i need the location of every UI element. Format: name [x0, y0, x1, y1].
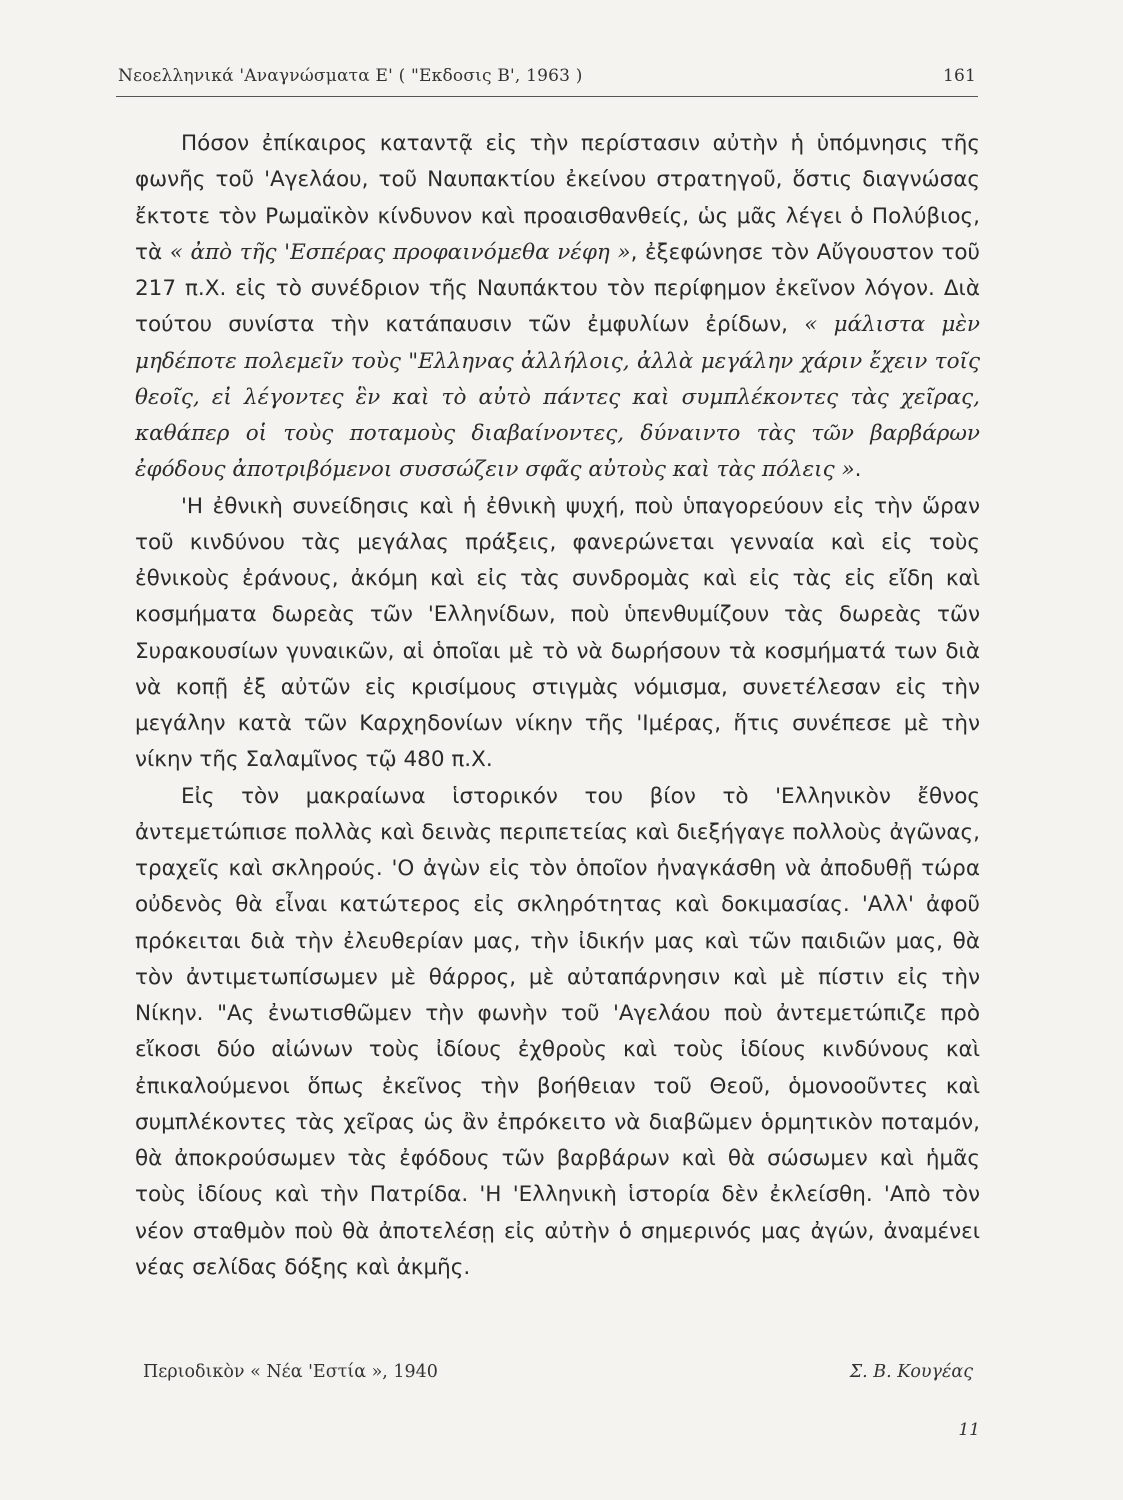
quote-agelaus: « μάλιστα μὲν μηδέποτε πολεμεῖν τοὺς "Ελληνας ἀλλήλοις, ἀλλὰ μεγάλην χάριν ἔχειν τοῖς θεοῖς, εἰ λέγοντες ἓν καὶ τὸ αὐτὸ πάντες καὶ συμπλέκοντες τὰς χεῖρας, καθάπερ οἱ τοὺς ποταμοὺς διαβαίνοντες, δύναιντο τὰς τῶν βαρβάρων ἐφόδους ἀποτριβόμενοι συσσώζειν σφᾶς αὐτοὺς καὶ τὰς πόλεις »	[135, 312, 981, 483]
running-head	[118, 66, 976, 86]
paragraph-1-text-middle: , ἐξεφώνησε τὸν Αὔγουστον τοῦ 217 π.Χ. εἰς τὸ συνέδριον τῆς Ναυπάκτου τὸν περίφημον ἐκεῖνον λόγον. Διὰ τούτου συνίστα τὴν κατάπαυσιν τῶν ἐμφυλίων ἐρίδων,	[135, 239, 981, 338]
header-rule	[116, 96, 978, 97]
paragraph-3: Εἰς τὸν μακραίωνα ἱστορικόν του βίον τὸ 'Ελληνικὸν ἔθνος ἀντεμετώπισε πολλὰς καὶ δεινὰς περιπετείας καὶ διεξήγαγε πολλοὺς ἀγῶνας, τραχεῖς καὶ σκληρούς. 'Ο ἀγὼν εἰς τὸν ὁποῖον ἠναγκάσθη νὰ ἀποδυθῇ τώρα οὐδενὸς θὰ εἶναι κατώτερος εἰς σκληρότητας καὶ δοκιμασίας. 'Αλλ' ἀφοῦ πρόκειται διὰ τὴν ἐλευθερίαν μας, τὴν ἰδικήν μας καὶ τῶν παιδιῶν μας, θὰ τὸν ἀντιμετωπίσωμεν μὲ θάρρος, μὲ αὐταπάρνησιν καὶ μὲ πίστιν εἰς τὴν Νίκην. "Ας ἐνωτισθῶμεν τὴν φωνὴν τοῦ 'Αγελάου ποὺ ἀντεμετώπιζε πρὸ εἴκοσι δύο αἰώνων τοὺς ἰδίους ἐχθροὺς καὶ τοὺς ἰδίους κινδύνους καὶ ἐπικαλούμενοι ὅπως ἐκεῖνος τὴν βοήθειαν τοῦ Θεοῦ, ὁμονοοῦντες καὶ συμπλέκοντες τὰς χεῖρας ὡς ἂν ἐπρόκειτο νὰ διαβῶμεν ὁρμητικὸν ποταμόν, θὰ ἀποκρούσωμεν τὰς ἐφόδους τῶν βαρβάρων καὶ θὰ σώσωμεν καὶ ἡμᾶς τοὺς ἰδίους καὶ τὴν Πατρίδα. 'Η 'Ελληνικὴ ἱστορία δὲν ἐκλείσθη. 'Απὸ τὸν νέον σταθμὸν ποὺ θὰ ἀποτελέσῃ εἰς αὐτὴν ὁ σημερινός μας ἀγών, ἀναμένει νέας σελίδας δόξης καὶ ἀκμῆς.	[135, 783, 980, 1280]
paragraph-1-text-end: .	[854, 457, 862, 483]
paragraph-1	[135, 126, 980, 489]
page-number: 161	[942, 66, 976, 86]
quote-polybius: « ἀπὸ τῆς 'Εσπέρας προφαινόμεθα νέφη »	[169, 239, 631, 265]
paragraph-2: 'Η ἐθνικὴ συνείδησις καὶ ἡ ἐθνικὴ ψυχή, ποὺ ὑπαγορεύουν εἰς τὴν ὥραν τοῦ κινδύνου τὰς μεγάλας πράξεις, φανερώνεται γενναία καὶ εἰς τοὺς ἐθνικοὺς ἐράνους, ἀκόμη καὶ εἰς τὰς συνδρομὰς καὶ εἰς τὰς εἰς εἴδη καὶ κοσμήματα δωρεὰς τῶν 'Ελληνίδων, ποὺ ὑπενθυμίζουν τὰς δωρεὰς τῶν Συρακουσίων γυναικῶν, αἱ ὁποῖαι μὲ τὸ νὰ δωρήσουν τὰ κοσμήματά των διὰ νὰ κοπῇ ἐξ αὐτῶν εἰς κρισίμους στιγμὰς νόμισμα, συνετέλεσαν εἰς τὴν μεγάλην κατὰ τῶν Καρχηδονίων νίκην τῆς 'Ιμέρας, ἥτις συνέπεσε μὲ τὴν νίκην τῆς Σαλαμῖνος τῷ 480 π.Χ.	[135, 493, 980, 773]
paragraph-1-text-before: Πόσον ἐπίκαιρος καταντᾷ εἰς τὴν περίστασιν αὐτὴν ἡ ὑπόμνησις τῆς φωνῆς τοῦ 'Αγελάου, τοῦ Ναυπακτίου ἐκείνου στρατηγοῦ, ὅστις διαγνώσας ἔκτοτε τὸν Ρωμαϊκὸν κίνδυνον καὶ προαισθανθείς, ὡς μᾶς λέγει ὁ Πολύβιος, τὰ	[135, 131, 980, 265]
author-name: Σ. Β. Κουγέας	[849, 1362, 973, 1382]
footer	[143, 1362, 973, 1382]
article-body	[135, 126, 980, 1286]
running-head-title: Νεοελληνικά 'Αναγνώσματα Ε' ( "Εκδοσις Β', 1963 )	[118, 66, 583, 86]
source-citation: Περιοδικὸν « Νέα 'Εστία », 1940	[143, 1362, 438, 1382]
signature-mark: 11	[958, 1420, 980, 1440]
